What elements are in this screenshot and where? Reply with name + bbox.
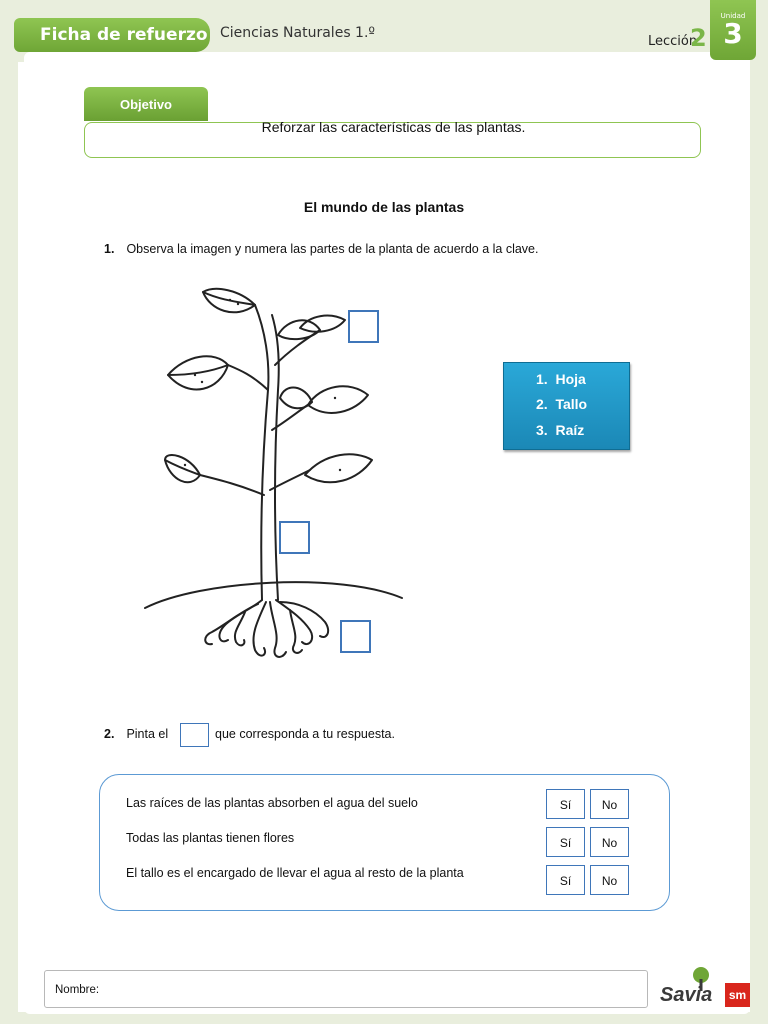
worksheet-title: El mundo de las plantas xyxy=(303,199,465,215)
plant-parts-key xyxy=(503,362,630,450)
lesson-label: Lección xyxy=(648,34,698,49)
objective-text: Reforzar las características de las plantas. xyxy=(261,119,526,135)
question-2 xyxy=(104,727,168,741)
unit-number: 3 xyxy=(723,17,743,50)
statement-text: El tallo es el encargado de llevar el agua al resto de la planta xyxy=(126,866,464,880)
lesson-number: 2 xyxy=(690,24,707,52)
objective-tab: Objetivo xyxy=(84,87,208,121)
answer-no-button[interactable]: No xyxy=(590,865,629,895)
key-item xyxy=(536,371,586,387)
question-2-number: 2. xyxy=(104,727,115,741)
page-frame-left xyxy=(0,0,18,1024)
question-1 xyxy=(104,242,538,256)
page-frame-right xyxy=(750,0,768,1024)
answer-yes-button[interactable]: Sí xyxy=(546,827,585,857)
key-item-label: Raíz xyxy=(555,422,585,438)
statement-text: Todas las plantas tienen flores xyxy=(126,831,295,845)
subject-label: Ciencias Naturales 1.º xyxy=(220,25,376,41)
savia-logo: Savia xyxy=(660,984,713,1006)
ground-line xyxy=(145,582,402,608)
answer-no-button[interactable]: No xyxy=(590,827,629,857)
key-item-number: 1. xyxy=(536,371,548,387)
plant-answer-box-leaf[interactable] xyxy=(348,310,379,343)
example-answer-box xyxy=(180,723,209,747)
key-item xyxy=(536,422,584,438)
unit-tab xyxy=(710,0,756,60)
answer-no-button[interactable]: No xyxy=(590,789,629,819)
key-item xyxy=(536,396,587,412)
student-name-field[interactable] xyxy=(44,970,648,1008)
objective-box xyxy=(84,119,701,158)
key-item-number: 2. xyxy=(536,396,548,412)
statement-text: Las raíces de las plantas absorben el agua del suelo xyxy=(126,796,418,810)
question-1-text: Observa la imagen y numera las partes de la planta de acuerdo a la clave. xyxy=(126,242,539,256)
key-item-label: Tallo xyxy=(555,396,588,412)
answer-yes-button[interactable]: Sí xyxy=(546,789,585,819)
worksheet-type-tab: Ficha de refuerzo xyxy=(14,18,210,52)
plant-answer-box-root[interactable] xyxy=(340,620,371,653)
unit-label: Unidad xyxy=(720,12,746,20)
question-1-number: 1. xyxy=(104,242,115,256)
sm-logo: sm xyxy=(725,983,750,1007)
key-item-label: Hoja xyxy=(555,371,586,387)
answer-yes-button[interactable]: Sí xyxy=(546,865,585,895)
question-2-text-before: Pinta el xyxy=(126,727,169,741)
key-item-number: 3. xyxy=(536,422,548,438)
student-name-label: Nombre: xyxy=(55,984,100,996)
plant-answer-box-stem[interactable] xyxy=(279,521,310,554)
question-2-text-after: que corresponda a tu respuesta. xyxy=(215,727,395,741)
